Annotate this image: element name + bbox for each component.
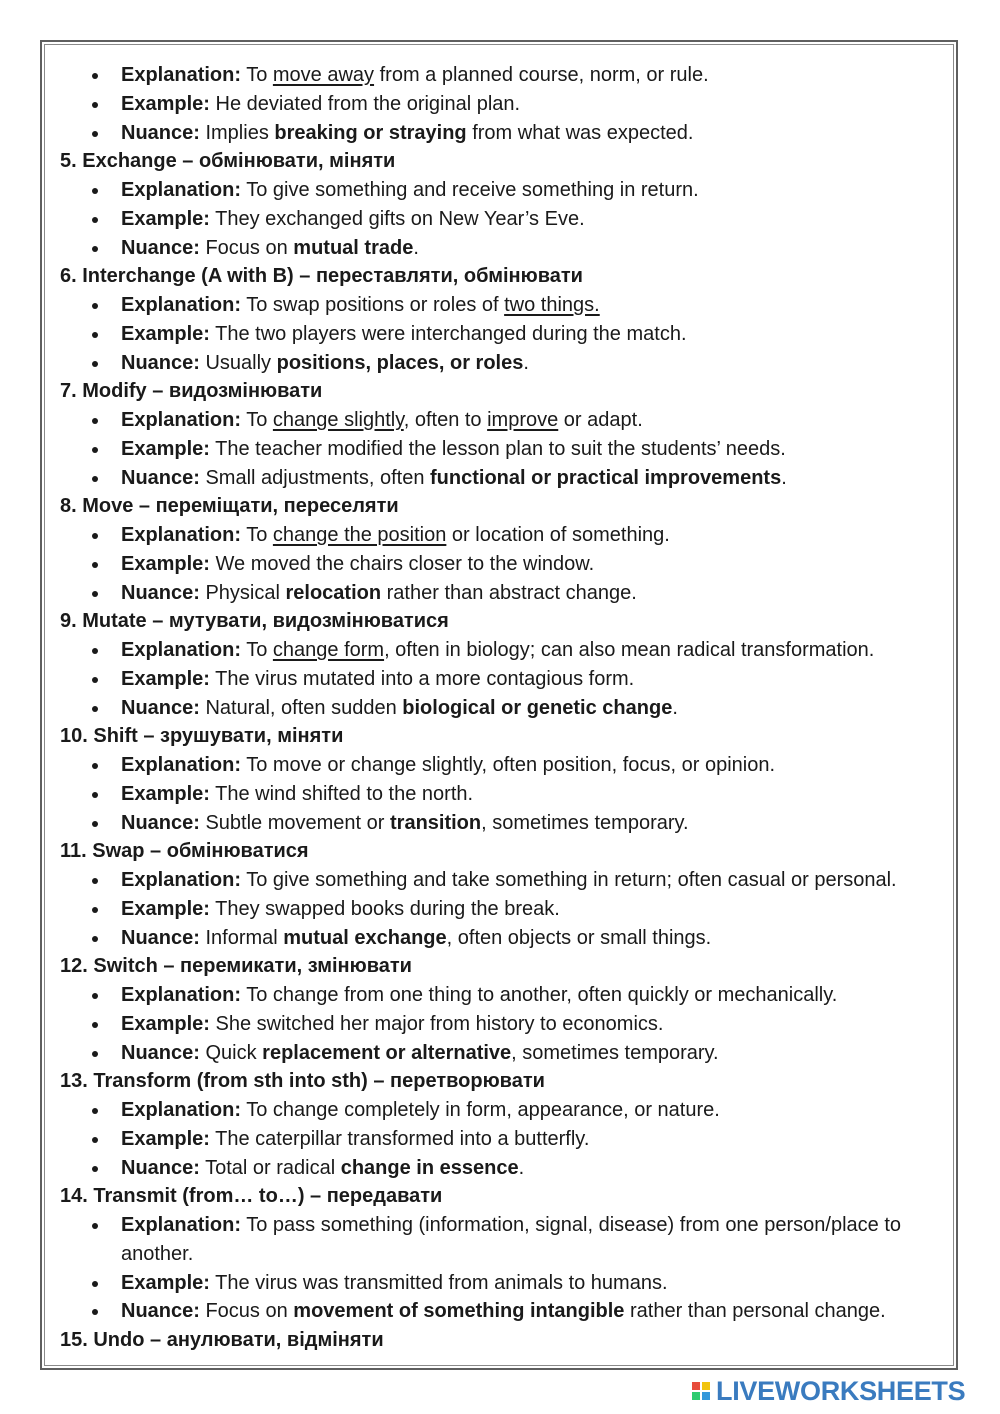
list-item: Example: They exchanged gifts on New Year’s Eve. xyxy=(60,205,960,234)
list-item-continuation: another. xyxy=(121,1242,194,1265)
list-item: Example: The virus was transmitted from animals to humans. xyxy=(60,1269,960,1298)
list-item: Explanation: To give something and receive something in return. xyxy=(60,176,960,205)
list-item: Nuance: Implies breaking or straying from what was expected. xyxy=(60,119,960,148)
entry-heading: 10. Shift – зрушувати, міняти xyxy=(60,725,344,748)
list-item: Explanation: To change slightly, often to improve or adapt. xyxy=(60,406,960,435)
list-item: Example: She switched her major from history to economics. xyxy=(60,1010,960,1039)
list-item: Nuance: Usually positions, places, or roles. xyxy=(60,349,960,378)
list-item: Nuance: Natural, often sudden biological or genetic change. xyxy=(60,694,960,723)
list-item: Nuance: Focus on mutual trade. xyxy=(60,234,960,263)
list-item: Nuance: Small adjustments, often functional or practical improvements. xyxy=(60,464,960,493)
list-item: Nuance: Quick replacement or alternative, sometimes temporary. xyxy=(60,1039,960,1068)
list-item: Explanation: To swap positions or roles of two things. xyxy=(60,291,960,320)
list-item: Nuance: Focus on movement of something intangible rather than personal change. xyxy=(60,1297,960,1326)
list-item: Explanation: To change completely in form, appearance, or nature. xyxy=(60,1096,960,1125)
list-item: Nuance: Subtle movement or transition, sometimes temporary. xyxy=(60,809,960,838)
logo-square xyxy=(692,1382,700,1390)
list-item: Example: The two players were interchanged during the match. xyxy=(60,320,960,349)
logo-icon xyxy=(692,1382,710,1400)
logo-text: LIVEWORKSHEETS xyxy=(716,1375,966,1406)
list-item: Explanation: To give something and take something in return; often casual or personal. xyxy=(60,866,960,895)
list-item: Explanation: To change from one thing to another, often quickly or mechanically. xyxy=(60,981,960,1010)
list-item: Example: The virus mutated into a more contagious form. xyxy=(60,665,960,694)
logo-square xyxy=(702,1382,710,1390)
entry-heading: 6. Interchange (A with B) – переставляти, обмінювати xyxy=(60,265,583,288)
logo-square xyxy=(692,1392,700,1400)
list-item: Example: We moved the chairs closer to the window. xyxy=(60,550,960,579)
liveworksheets-logo xyxy=(692,1376,965,1406)
list-item: Example: He deviated from the original plan. xyxy=(60,90,960,119)
entry-heading: 7. Modify – видозмінювати xyxy=(60,380,323,403)
entry-heading: 14. Transmit (from… to…) – передавати xyxy=(60,1185,443,1208)
list-item: Example: The teacher modified the lesson plan to suit the students’ needs. xyxy=(60,435,960,464)
entry-heading: 11. Swap – обмінюватися xyxy=(60,840,309,863)
entry-heading: 5. Exchange – обмінювати, міняти xyxy=(60,150,396,173)
list-item: Nuance: Informal mutual exchange, often objects or small things. xyxy=(60,924,960,953)
worksheet-content xyxy=(60,61,960,1355)
entry-heading: 15. Undo – анулювати, відміняти xyxy=(60,1329,384,1351)
list-item: Nuance: Physical relocation rather than abstract change. xyxy=(60,579,960,608)
list-item: Explanation: To move or change slightly, often position, focus, or opinion. xyxy=(60,751,960,780)
list-item: Explanation: To pass something (information, signal, disease) from one person/place to xyxy=(60,1211,960,1240)
logo-square xyxy=(702,1392,710,1400)
list-item: Example: The caterpillar transformed into a butterfly. xyxy=(60,1125,960,1154)
list-item: Explanation: To change the position or location of something. xyxy=(60,521,960,550)
entry-heading: 8. Move – переміщати, переселяти xyxy=(60,495,399,518)
entry-heading: 9. Mutate – мутувати, видозмінюватися xyxy=(60,610,449,633)
list-item: Explanation: To change form, often in biology; can also mean radical transformation. xyxy=(60,636,960,665)
list-item: Explanation: To move away from a planned course, norm, or rule. xyxy=(60,61,960,90)
list-item: Example: They swapped books during the break. xyxy=(60,895,960,924)
entry-heading: 12. Switch – перемикати, змінювати xyxy=(60,955,412,978)
list-item: Nuance: Total or radical change in essence. xyxy=(60,1154,960,1183)
entry-heading: 13. Transform (from sth into sth) – перетворювати xyxy=(60,1070,545,1093)
list-item: Example: The wind shifted to the north. xyxy=(60,780,960,809)
